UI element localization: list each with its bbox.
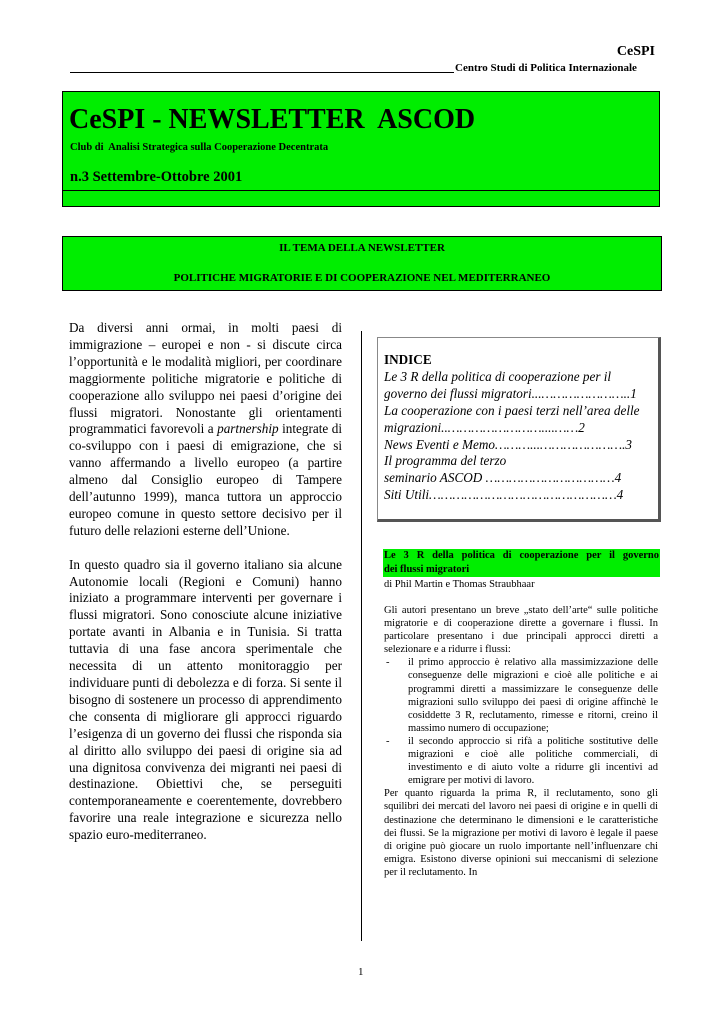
editorial-column [69, 320, 342, 844]
article-title [383, 549, 660, 577]
article-paragraph: Per quanto riguarda la prima R, il reclutamento, sono gli squilibri dei mercati del lavoro nei paesi di origine e in quelli di destinazione che determinano le dimensioni e le caratteristiche dei flussi. Se la migrazione per motivi di lavoro è legale il paese di origine può giocare un ruolo importante nell’influenzare chi emigra. Esistono diverse opinioni sui meccanismi di selezione per il reclutamento. In [384, 788, 658, 878]
article-author: di Phil Martin e Thomas Straubhaar [384, 579, 535, 590]
index-heading: INDICE [384, 352, 432, 367]
index-entry[interactable]: Le 3 R della politica di cooperazione per il governo dei flussi migratori...…………………..1 [384, 368, 637, 401]
index-entry[interactable]: seminario ASCOD ……………………………4 [384, 470, 622, 486]
article-title-line-1: Le 3 R della politica di cooperazione per il governo [384, 550, 659, 561]
article-intro: Gli autori presentano un breve „stato dell’arte“ sulle politiche migratorie e di cooperazione dirette a governare i flussi. In particolare presentano i due principali approcci diretti a selezionare e a ridurre i flussi: [384, 605, 658, 656]
bullet-text: il secondo approccio si rifà a politiche sostitutive delle migrazioni e cioè alle politiche commerciali, di investimento e di aiuto volte a ridurre gli incentivi ad emigrare per motivi di lavoro. [408, 735, 658, 787]
article-bullet-2 [384, 735, 658, 787]
editorial-text: Da diversi anni ormai, in molti paesi di immigrazione – europei e non - si discute circa l’opportunità e le modalità migliori, per coordinare maggiormente politiche migratorie e politiche di cooperazione allo sviluppo nei paesi d’origine dei flussi migratori. Nonostante gli orientamenti programmatici favorevoli a [69, 320, 342, 437]
article-bullet-1 [384, 656, 658, 735]
index-box [377, 337, 661, 522]
editorial-emphasis: partnership [217, 421, 279, 437]
issue-label: n.3 Settembre-Ottobre 2001 [70, 169, 243, 185]
editorial-paragraph-2: In questo quadro sia il governo italiano sia alcune Autonomie locali (Regioni e Comuni) hanno iniziato a programmare interventi per governare i flussi migratori. Sono conosciute alcune iniziative portate avanti in Albania e in Tunisia. Si tratta tuttavia di una fase ancora sperimentale che necessita di un attento monitoraggio per individuare punti di debolezza e di forza. Si sente il bisogno di sostenere un processo di apprendimento che consenta di migliorare gli approcci riguardo l’esigenza di un governo dei flussi che risponda sia al diritto allo sviluppo dei paesi di origine sia ad una dignitosa convivenza dei migranti nei paesi di destinazione. Obiettivi che, se perseguiti contemporaneamente e coerentemente, dovrebbero favorire una reale integrazione e sicurezza nello spazio euro-mediterraneo. [69, 556, 342, 843]
bullet-mark: - [386, 657, 390, 669]
header-org: CeSPI [616, 44, 655, 59]
masthead [62, 91, 660, 207]
header-rule [70, 72, 454, 73]
index-entry[interactable]: Il programma del terzo [384, 453, 507, 469]
column-divider [361, 331, 362, 941]
index-entry[interactable]: News Eventi e Memo………...………………….3 [384, 436, 632, 452]
editorial-paragraph-1 [69, 320, 342, 540]
article-body [384, 604, 658, 879]
article-title-line-2: dei flussi migratori [384, 564, 470, 575]
editorial-text: integrate di co-sviluppo con i paesi di emigrazione, che si vanno affermando a livello europeo (a partire almeno dal Consiglio europeo di Tampere dell’autunno 1999), manca tuttora un approccio europeo comune in questo settore decisivo per il futuro delle relazioni esterne dell’Unione. [69, 421, 342, 538]
newsletter-subtitle: Club di Analisi Strategica sulla Cooperazione Decentrata [70, 142, 329, 153]
newsletter-title: CeSPI - NEWSLETTER ASCOD [69, 104, 476, 135]
header-subtitle: Centro Studi di Politica Internazionale [455, 62, 637, 74]
bullet-text: il primo approccio è relativo alla massimizzazione delle conseguenze delle migrazioni e cioè alle politiche e ai programmi diretti a massimizzare le conseguenze delle migrazioni sullo sviluppo dei paesi di origine affinchè le cosiddette 3 R, reclutamento, rimesse e ritorni, creino il massimo numero di occupazione; [408, 657, 658, 734]
page-number: 1 [358, 966, 364, 978]
index-entry[interactable]: Siti Utili…………………………………………4 [384, 487, 624, 503]
theme-heading: IL TEMA DELLA NEWSLETTER [279, 242, 445, 254]
bullet-mark: - [386, 735, 390, 747]
masthead-divider [63, 190, 659, 191]
theme-box [62, 236, 662, 291]
index-entry[interactable]: La cooperazione con i paesi terzi nell’area delle migrazioni..……………………....……2 [384, 402, 640, 435]
theme-title: POLITICHE MIGRATORIE E DI COOPERAZIONE NEL MEDITERRANEO [173, 272, 551, 284]
